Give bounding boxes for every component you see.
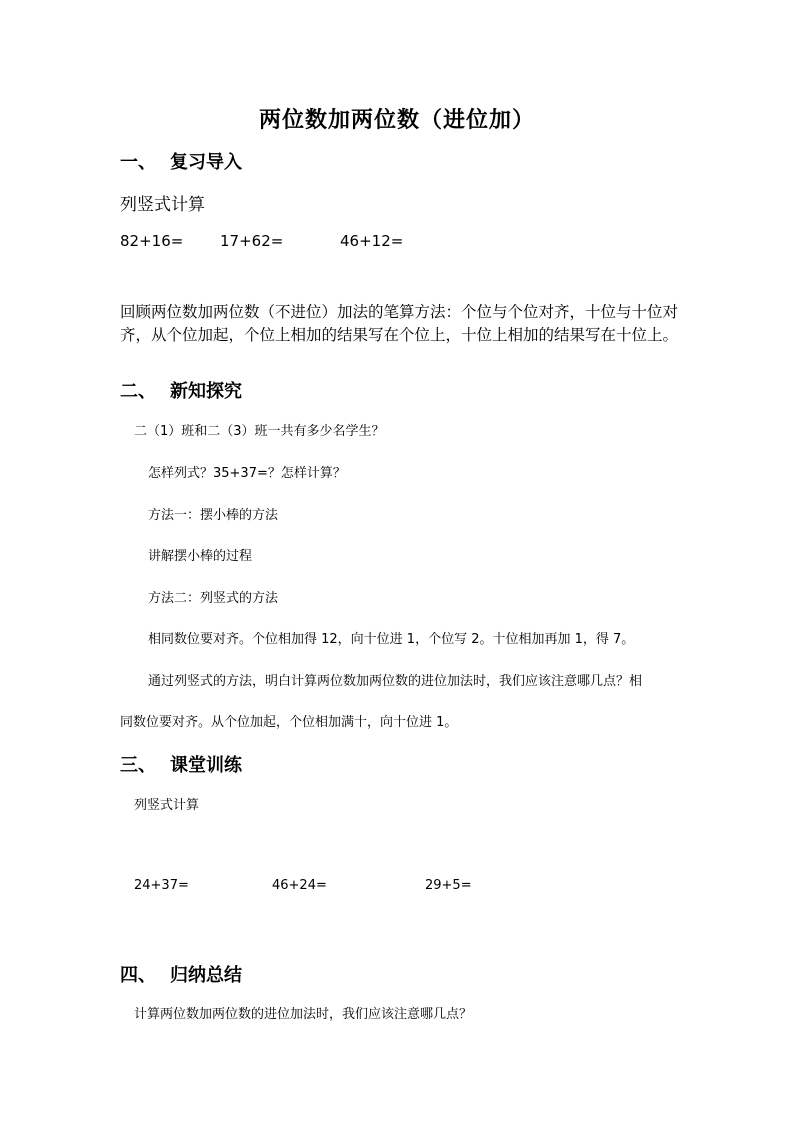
section-3-instruction: 列竖式计算 — [134, 798, 200, 813]
section-4-title: 归纳总结 — [170, 965, 242, 986]
review-problem-3: 46+12= — [340, 232, 404, 250]
explore-line-7: 同数位要对齐。从个位加起，个位相加满十，向十位进 1。 — [120, 715, 458, 730]
section-2-question: 二（1）班和二（3）班一共有多少名学生？ — [134, 424, 385, 439]
section-2-heading — [120, 377, 242, 403]
explore-line-4: 方法二：列竖式的方法 — [148, 591, 279, 606]
review-problem-2: 17+62= — [220, 232, 284, 250]
document-title: 两位数加两位数（进位加） — [258, 107, 535, 133]
section-3-number: 三、 — [120, 755, 156, 776]
explore-line-3: 讲解摆小棒的过程 — [148, 549, 253, 564]
review-problem-1: 82+16= — [120, 232, 184, 250]
section-2-number: 二、 — [120, 381, 156, 402]
section-1-heading — [120, 148, 242, 174]
section-4-question: 计算两位数加两位数的进位加法时，我们应该注意哪几点？ — [134, 1007, 473, 1022]
section-2-title: 新知探究 — [170, 381, 242, 402]
section-3-heading — [120, 751, 242, 777]
practice-problem-3: 29+5= — [425, 878, 472, 893]
section-1-title: 复习导入 — [170, 152, 242, 173]
practice-problem-2: 46+24= — [272, 878, 327, 893]
section-3-title: 课堂训练 — [170, 755, 242, 776]
practice-problem-1: 24+37= — [134, 878, 189, 893]
explore-line-5: 相同数位要对齐。个位相加得 12，向十位进 1，个位写 2。十位相加再加 1，得 7。 — [148, 632, 635, 647]
section-4-heading — [120, 961, 242, 987]
section-4-number: 四、 — [120, 965, 156, 986]
section-1-instruction: 列竖式计算 — [120, 195, 205, 215]
review-paragraph: 回顾两位数加两位数（不进位）加法的笔算方法：个位与个位对齐，十位与十位对齐，从个位加起，个位上相加的结果写在个位上，十位上相加的结果写在十位上。 — [120, 303, 679, 344]
section-1-number: 一、 — [120, 152, 156, 173]
explore-line-1: 怎样列式？35+37=？怎样计算？ — [148, 466, 346, 481]
explore-line-2: 方法一：摆小棒的方法 — [148, 508, 279, 523]
explore-line-6: 通过列竖式的方法，明白计算两位数加两位数的进位加法时，我们应该注意哪几点？相 — [148, 674, 643, 689]
